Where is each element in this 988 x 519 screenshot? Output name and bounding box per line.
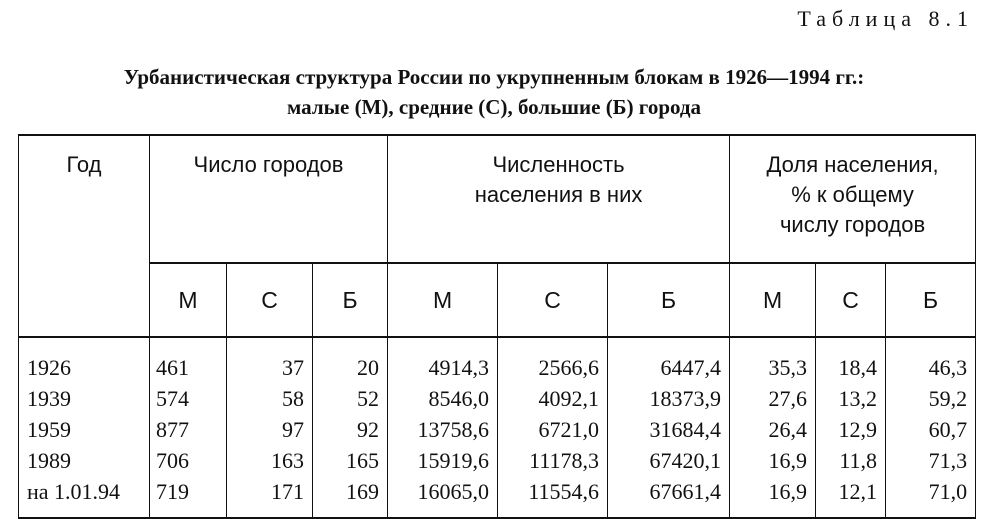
table-number: Таблица 8.1 — [797, 6, 974, 31]
share-large-cell: 71,0 — [886, 476, 976, 518]
pop-small-cell: 15919,6 — [388, 445, 498, 476]
count-small-cell: 461 — [150, 352, 227, 383]
table-caption — [0, 62, 988, 122]
share-medium-cell: 11,8 — [816, 445, 886, 476]
pop-medium-cell: 6721,0 — [498, 414, 608, 445]
share-small-cell: 16,9 — [730, 445, 816, 476]
table-row — [19, 476, 976, 518]
count-medium-cell: 171 — [227, 476, 313, 518]
pop-medium-cell: 2566,6 — [498, 352, 608, 383]
share-small-cell: 16,9 — [730, 476, 816, 518]
count-medium-cell: 37 — [227, 352, 313, 383]
pop-large-cell: 67661,4 — [608, 476, 730, 518]
share-large-cell: 60,7 — [886, 414, 976, 445]
header-population-line-1: Численность — [492, 152, 625, 177]
share-medium-cell: 12,1 — [816, 476, 886, 518]
share-small-cell: 26,4 — [730, 414, 816, 445]
header-year: Год — [19, 135, 150, 337]
table-row — [19, 445, 976, 476]
pop-large-cell: 6447,4 — [608, 352, 730, 383]
header-share-line-1: Доля населения, — [766, 152, 939, 177]
year-cell: 1939 — [19, 383, 150, 414]
subheader-pop-medium: С — [498, 263, 608, 337]
caption-line-2: малые (М), средние (С), большие (Б) города — [286, 95, 702, 119]
table-row — [19, 352, 976, 383]
share-large-cell: 46,3 — [886, 352, 976, 383]
subheader-count-small: М — [150, 263, 227, 337]
pop-large-cell: 18373,9 — [608, 383, 730, 414]
share-medium-cell: 18,4 — [816, 352, 886, 383]
share-small-cell: 27,6 — [730, 383, 816, 414]
subheader-share-medium: С — [816, 263, 886, 337]
subheader-pop-small: М — [388, 263, 498, 337]
pop-large-cell: 67420,1 — [608, 445, 730, 476]
pop-small-cell: 13758,6 — [388, 414, 498, 445]
header-city-count: Число городов — [150, 135, 388, 263]
count-large-cell: 169 — [313, 476, 388, 518]
pop-small-cell: 8546,0 — [388, 383, 498, 414]
count-large-cell: 20 — [313, 352, 388, 383]
spacer-row — [19, 337, 976, 352]
share-large-cell: 71,3 — [886, 445, 976, 476]
subheader-share-large: Б — [886, 263, 976, 337]
count-large-cell: 52 — [313, 383, 388, 414]
header-population — [388, 135, 730, 263]
subheader-share-small: М — [730, 263, 816, 337]
count-large-cell: 165 — [313, 445, 388, 476]
share-medium-cell: 13,2 — [816, 383, 886, 414]
pop-small-cell: 4914,3 — [388, 352, 498, 383]
share-medium-cell: 12,9 — [816, 414, 886, 445]
pop-medium-cell: 11178,3 — [498, 445, 608, 476]
pop-medium-cell: 11554,6 — [498, 476, 608, 518]
pop-small-cell: 16065,0 — [388, 476, 498, 518]
year-cell: 1989 — [19, 445, 150, 476]
year-cell: 1959 — [19, 414, 150, 445]
pop-large-cell: 31684,4 — [608, 414, 730, 445]
count-large-cell: 92 — [313, 414, 388, 445]
count-medium-cell: 58 — [227, 383, 313, 414]
header-share-line-2: % к общему — [791, 182, 914, 207]
header-share-line-3: числу городов — [779, 212, 926, 237]
header-population-line-2: населения в них — [474, 182, 643, 207]
count-small-cell: 719 — [150, 476, 227, 518]
subheader-pop-large: Б — [608, 263, 730, 337]
subheader-count-medium: С — [227, 263, 313, 337]
subheader-count-large: Б — [313, 263, 388, 337]
count-medium-cell: 97 — [227, 414, 313, 445]
urban-structure-table — [18, 134, 976, 519]
header-population-share — [730, 135, 976, 263]
share-large-cell: 59,2 — [886, 383, 976, 414]
count-medium-cell: 163 — [227, 445, 313, 476]
count-small-cell: 877 — [150, 414, 227, 445]
count-small-cell: 574 — [150, 383, 227, 414]
year-cell: 1926 — [19, 352, 150, 383]
table-row — [19, 383, 976, 414]
pop-medium-cell: 4092,1 — [498, 383, 608, 414]
year-cell: на 1.01.94 — [19, 476, 150, 518]
table-row — [19, 414, 976, 445]
caption-line-1: Урбанистическая структура России по укрупненным блокам в 1926—1994 гг.: — [123, 65, 865, 89]
share-small-cell: 35,3 — [730, 352, 816, 383]
count-small-cell: 706 — [150, 445, 227, 476]
